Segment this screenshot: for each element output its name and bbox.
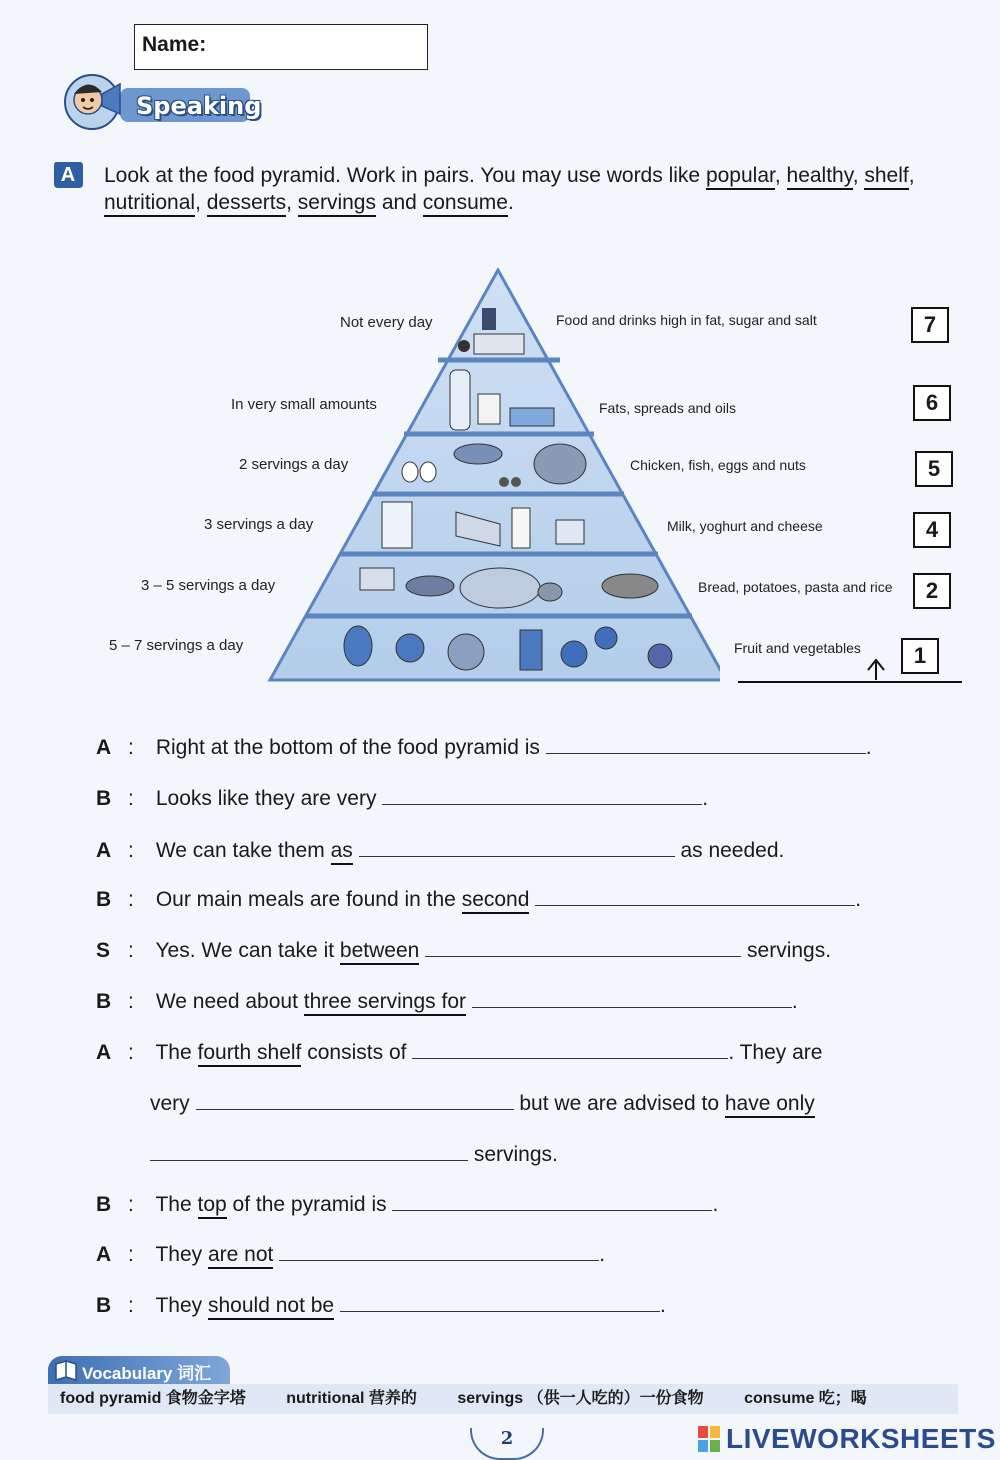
- level-1-frequency: 5 – 7 servings a day: [109, 637, 244, 654]
- level-1-food: Fruit and vegetables: [734, 640, 861, 656]
- keyword-nutritional: nutritional: [104, 191, 195, 217]
- instruction-intro: Look at the food pyramid. Work in pairs. You may use words like: [104, 164, 701, 187]
- dialogue-line-5: S : Yes. We can take it between servings.: [96, 936, 831, 966]
- dialogue-line-3: A : We can take them as as needed.: [96, 836, 784, 866]
- line-text: Right at the bottom of the food pyramid is: [155, 736, 540, 759]
- level-6-frequency: In very small amounts: [231, 396, 377, 413]
- keyword-shelf: shelf: [864, 164, 908, 190]
- page-number: 2: [470, 1428, 544, 1460]
- level-7-food: Food and drinks high in fat, sugar and salt: [556, 312, 817, 328]
- level-2-food: Bread, potatoes, pasta and rice: [698, 579, 893, 595]
- answer-box-level-7[interactable]: 7: [911, 307, 949, 343]
- food-pyramid: [260, 268, 720, 688]
- answer-blank[interactable]: [546, 733, 866, 754]
- dialogue-line-4: B : Our main meals are found in the second .: [96, 885, 861, 915]
- keyword-desserts: desserts: [207, 191, 286, 217]
- answer-blank[interactable]: [425, 936, 741, 957]
- vocab-item: nutritional 营养的: [286, 1390, 417, 1407]
- dialogue-line-8: B : The top of the pyramid is .: [96, 1190, 718, 1220]
- dialogue-line-7-cont: very but we are advised to have only: [150, 1089, 815, 1119]
- task-instruction: Look at the food pyramid. Work in pairs. You may use words like popular, healthy, shelf, nutritional, desserts, servings and consume.: [104, 162, 974, 216]
- answer-blank[interactable]: [340, 1291, 660, 1312]
- keyword-healthy: healthy: [787, 164, 853, 190]
- vocabulary-bar: [48, 1384, 958, 1414]
- level-5-food: Chicken, fish, eggs and nuts: [630, 457, 806, 473]
- answer-blank[interactable]: [359, 836, 675, 857]
- level-7-frequency: Not every day: [340, 314, 433, 331]
- speaking-badge: [58, 70, 262, 132]
- keyword-popular: popular: [706, 164, 775, 190]
- liveworksheets-logo-icon: [698, 1426, 720, 1452]
- vocab-item: servings （供一人吃的）一份食物: [457, 1390, 704, 1407]
- speaker: A: [96, 736, 112, 759]
- answer-blank[interactable]: [412, 1038, 728, 1059]
- answer-box-level-2[interactable]: 2: [913, 573, 951, 609]
- level-4-frequency: 3 servings a day: [204, 516, 314, 533]
- section-title: Speaking: [136, 92, 262, 120]
- book-icon: [52, 1356, 80, 1384]
- level-2-frequency: 3 – 5 servings a day: [141, 577, 276, 594]
- keyword-servings: servings: [298, 191, 376, 217]
- answer-box-level-4[interactable]: 4: [913, 512, 951, 548]
- level-5-frequency: 2 servings a day: [239, 456, 349, 473]
- name-field[interactable]: [134, 24, 428, 70]
- instruction-and: and: [381, 191, 417, 214]
- dialogue-line-10: B : They should not be .: [96, 1291, 666, 1321]
- pointer-arrow-icon: [736, 656, 966, 686]
- task-letter: A: [60, 164, 76, 186]
- dialogue-line-1: A : Right at the bottom of the food pyramid is .: [96, 733, 872, 763]
- dialogue-line-7-end: servings.: [150, 1140, 558, 1170]
- answer-blank[interactable]: [279, 1240, 599, 1261]
- name-label: Name:: [142, 33, 207, 56]
- answer-blank[interactable]: [472, 987, 792, 1008]
- task-marker: [52, 160, 84, 190]
- dialogue-line-6: B : We need about three servings for .: [96, 987, 798, 1017]
- dialogue-line-2: B : Looks like they are very .: [96, 784, 708, 814]
- dialogue-line-9: A : They are not .: [96, 1240, 605, 1270]
- keyword-consume: consume: [423, 191, 508, 217]
- dialogue-line-7: A : The fourth shelf consists of . They are: [96, 1038, 822, 1068]
- answer-blank[interactable]: [150, 1140, 468, 1161]
- vocabulary-title: Vocabulary 词汇: [82, 1364, 212, 1383]
- vocab-item: consume 吃；喝: [744, 1390, 867, 1407]
- answer-blank[interactable]: [392, 1190, 712, 1211]
- answer-blank[interactable]: [382, 784, 702, 805]
- level-6-food: Fats, spreads and oils: [599, 400, 736, 416]
- answer-box-level-5[interactable]: 5: [915, 451, 953, 487]
- liveworksheets-brand[interactable]: LIVEWORKSHEETS: [726, 1423, 996, 1454]
- level-4-food: Milk, yoghurt and cheese: [667, 518, 823, 534]
- answer-box-level-1[interactable]: 1: [901, 638, 939, 674]
- vocabulary-tag: [48, 1356, 230, 1384]
- answer-blank[interactable]: [196, 1089, 514, 1110]
- answer-blank[interactable]: [535, 885, 855, 906]
- vocab-item: food pyramid 食物金字塔: [60, 1390, 246, 1407]
- answer-box-level-6[interactable]: 6: [913, 385, 951, 421]
